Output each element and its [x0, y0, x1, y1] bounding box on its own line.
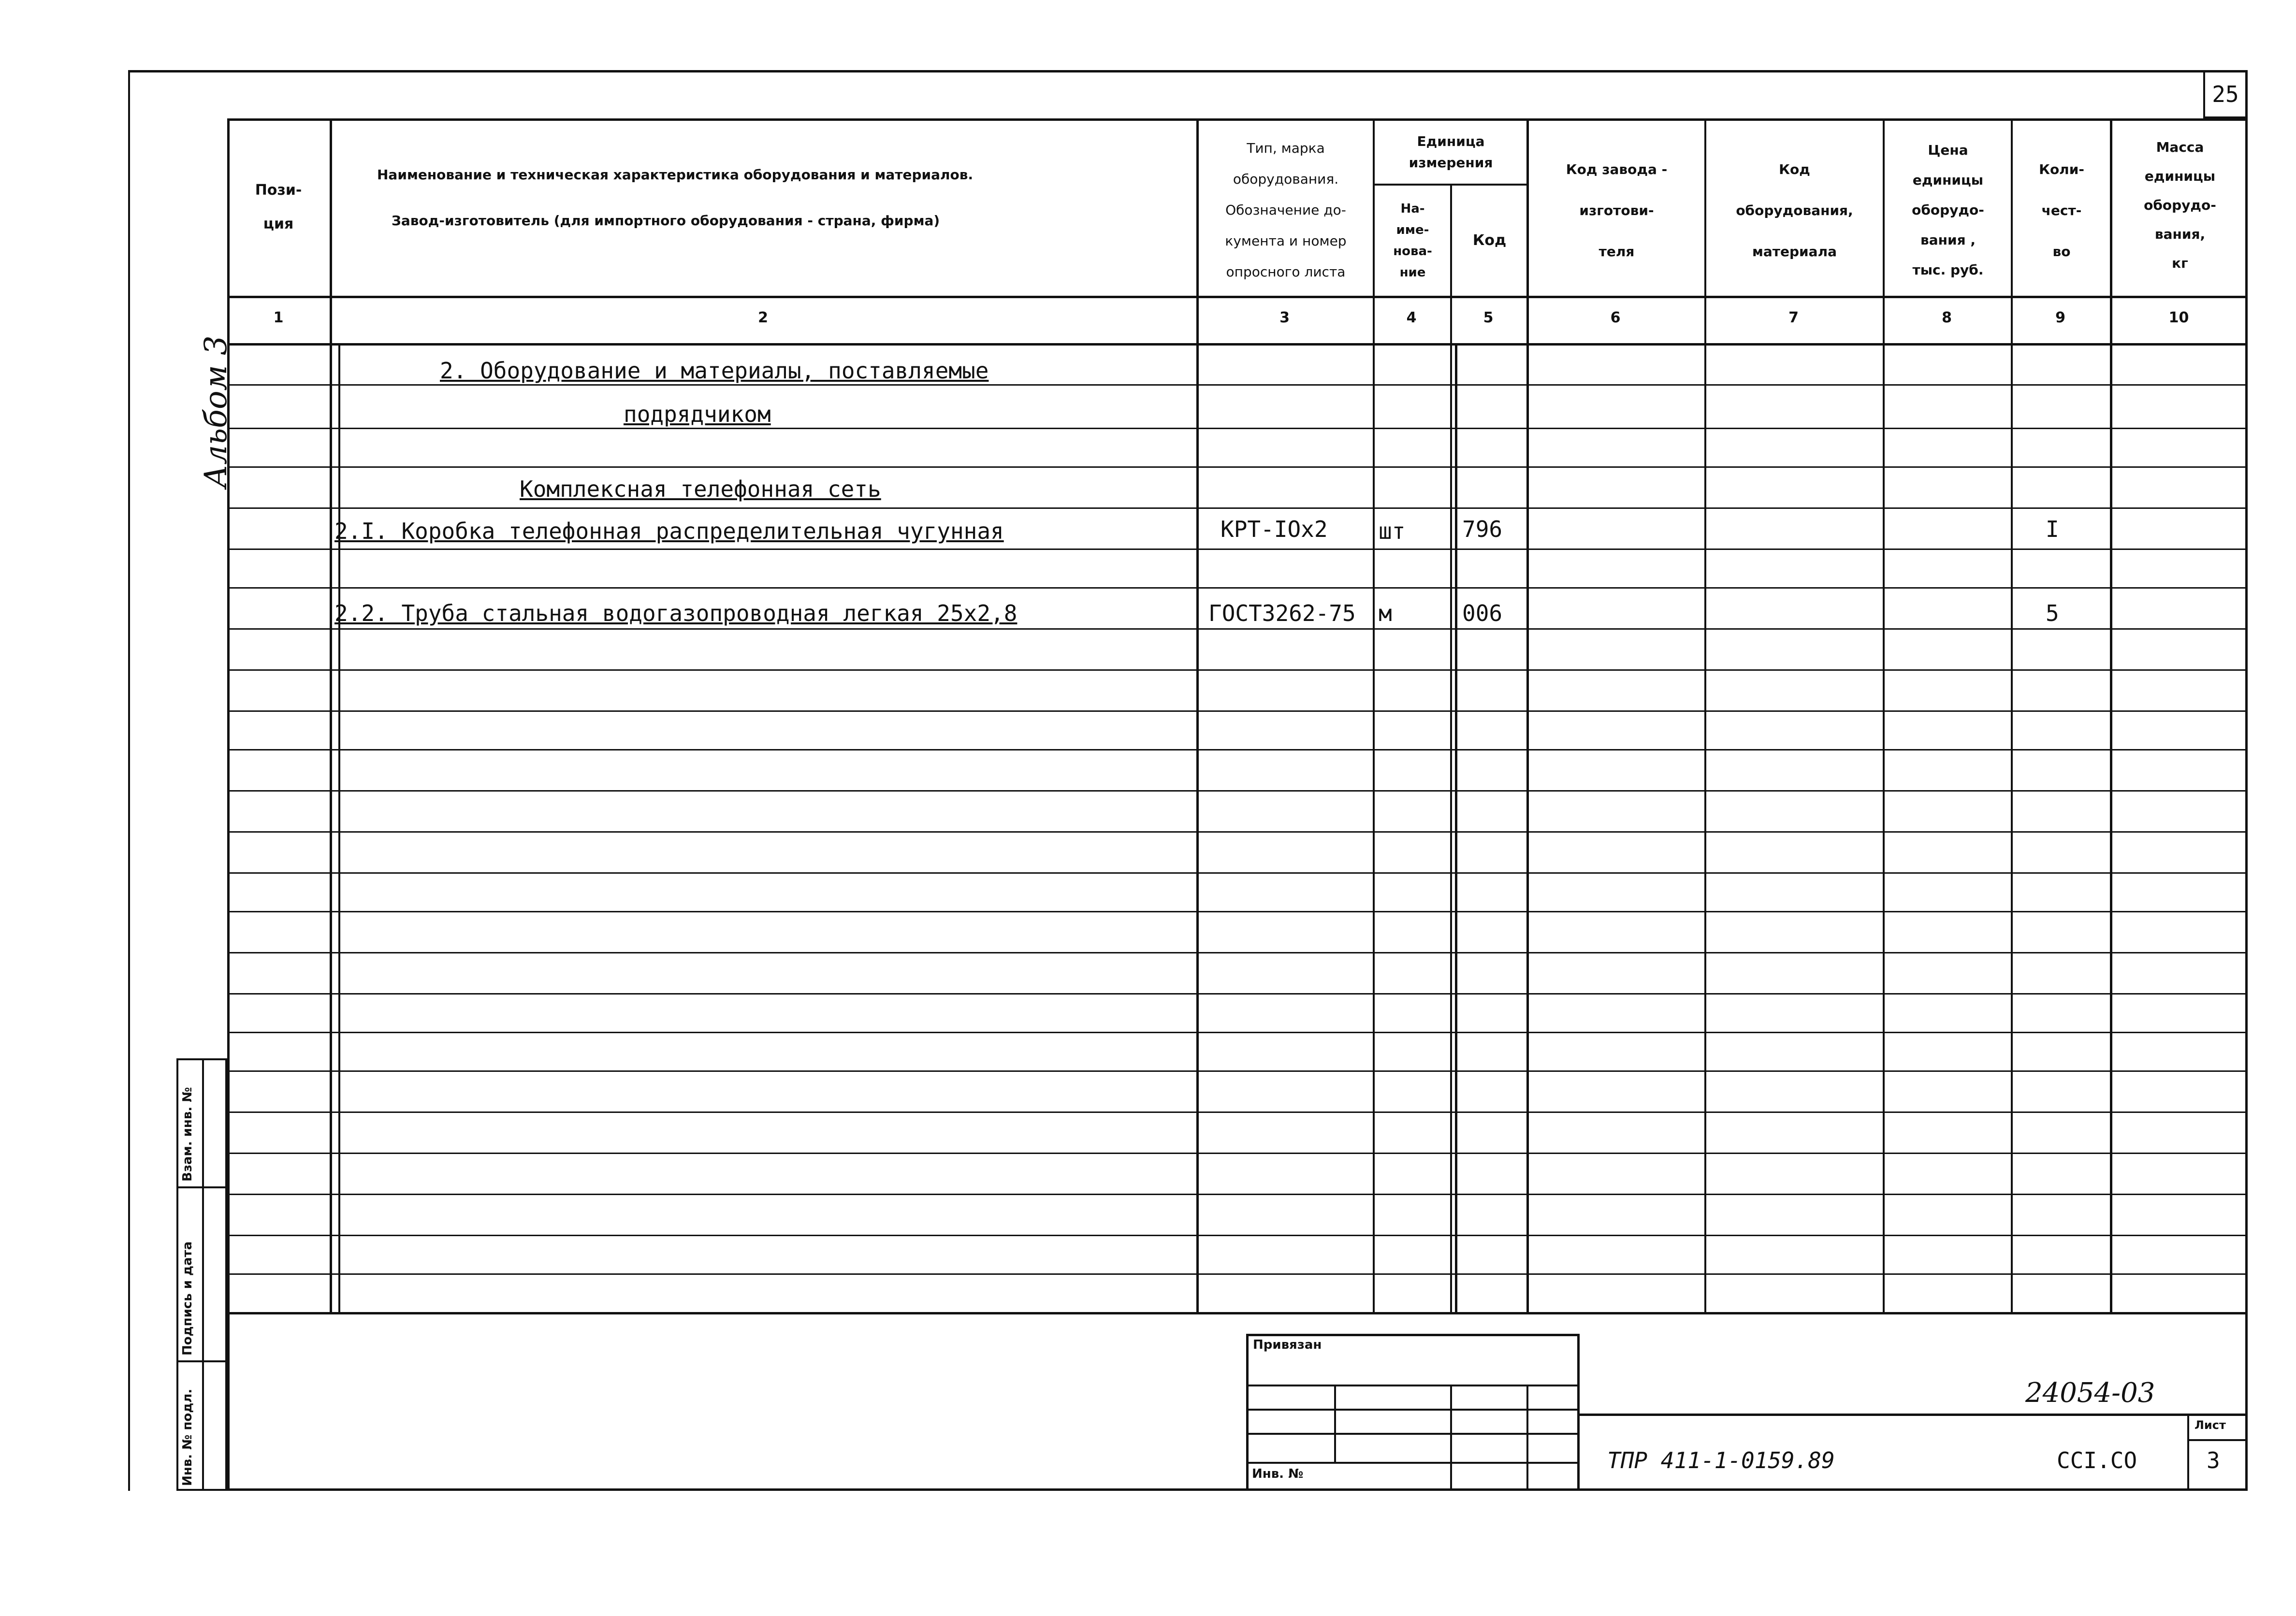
table-row-line [227, 1194, 2248, 1195]
table-row-line [227, 428, 2248, 429]
header-name-line2: Завод-изготовитель (для импортного оборудования - страна, фирма) [392, 213, 940, 229]
colnum-10: 10 [2168, 309, 2189, 326]
row-1-name: 2.I. Коробка телефонная распределительная чугунная [334, 518, 1004, 544]
section-title-2: подрядчиком [624, 401, 771, 427]
header-mass: Масса единицы оборудо- вания, кг [2144, 139, 2216, 271]
table-row-line [227, 911, 2248, 912]
colnum-6: 6 [1610, 309, 1621, 326]
row-1-unit: шт [1379, 518, 1406, 544]
table-row-line [227, 466, 2248, 468]
header-equipment-code: Код оборудования, материала [1736, 161, 1853, 260]
header-type: Тип, марка оборудования. Обозначение до- кумента и номер опросного листа [1225, 140, 1347, 280]
row-1-type: КРТ-IOx2 [1221, 516, 1328, 542]
table-row-line [227, 548, 2248, 550]
table-row-line [227, 993, 2248, 995]
table-row-line [227, 507, 2248, 509]
table-row-line [227, 872, 2248, 874]
privyazan-label: Привязан [1253, 1338, 1322, 1352]
table-row-line [227, 790, 2248, 792]
row-2-type: ГОСТ3262-75 [1208, 600, 1356, 626]
doc-suffix: ССI.СО [2057, 1447, 2137, 1473]
header-factory-code: Код завода - изготови- теля [1566, 161, 1668, 260]
table-row-line [227, 1235, 2248, 1236]
doc-code: ТПР 411-1-0159.89 [1607, 1447, 1835, 1473]
header-price: Цена единицы оборудо- вания , тыс. руб. [1912, 142, 1984, 278]
header-quantity: Коли- чест- во [2039, 161, 2084, 260]
subsection-title: Комплексная телефонная сеть [520, 476, 881, 502]
table-row-line [227, 1070, 2248, 1072]
colnum-3: 3 [1279, 309, 1290, 326]
table-row-line [227, 669, 2248, 671]
album-label: Альбом 3 [198, 335, 234, 488]
colnum-9: 9 [2055, 309, 2065, 326]
table-row-line [227, 628, 2248, 630]
table-row-line [227, 749, 2248, 750]
header-name-line1: Наименование и техническая характеристика оборудования и материалов. [377, 167, 974, 183]
handwritten-number: 24054-03 [2025, 1377, 2155, 1409]
table-row-line [227, 1153, 2248, 1154]
table-row-line [227, 831, 2248, 833]
sheet-label: Лист [2194, 1418, 2226, 1432]
stamp-inv-podl: Инв. № подл. [180, 1388, 195, 1486]
row-1-code: 796 [1462, 516, 1503, 542]
header-unit-code: Код [1472, 231, 1507, 249]
table-row-line [227, 1273, 2248, 1275]
table-row-line [227, 952, 2248, 953]
table-row-line [227, 1111, 2248, 1113]
stamp-podpis: Подпись и дата [180, 1241, 195, 1356]
header-unit-group: Единица измерения [1409, 133, 1493, 171]
table-row-line [227, 587, 2248, 589]
row-2-code: 006 [1462, 600, 1503, 626]
stamp-vzam: Взам. инв. № [180, 1087, 195, 1182]
header-position: Пози- ция [255, 181, 302, 232]
colnum-2: 2 [758, 309, 768, 326]
page-number: 25 [2212, 81, 2239, 107]
colnum-4: 4 [1406, 309, 1417, 326]
colnum-7: 7 [1788, 309, 1799, 326]
table-row-line [227, 1032, 2248, 1033]
inv-no-label: Инв. № [1252, 1467, 1304, 1481]
row-2-unit: м [1379, 600, 1392, 626]
table-row-line [227, 384, 2248, 386]
section-title-1: 2. Оборудование и материалы, поставляемые [440, 358, 989, 384]
colnum-8: 8 [1942, 309, 1952, 326]
colnum-1: 1 [273, 309, 284, 326]
colnum-5: 5 [1483, 309, 1494, 326]
row-2-name: 2.2. Труба стальная водогазопроводная легкая 25x2,8 [334, 600, 1017, 626]
row-2-qty: 5 [2046, 600, 2059, 626]
header-unit-name: На- име- нова- ние [1393, 201, 1432, 280]
sheet-number: 3 [2207, 1447, 2220, 1473]
row-1-qty: I [2046, 516, 2059, 542]
table-row-line [227, 710, 2248, 712]
